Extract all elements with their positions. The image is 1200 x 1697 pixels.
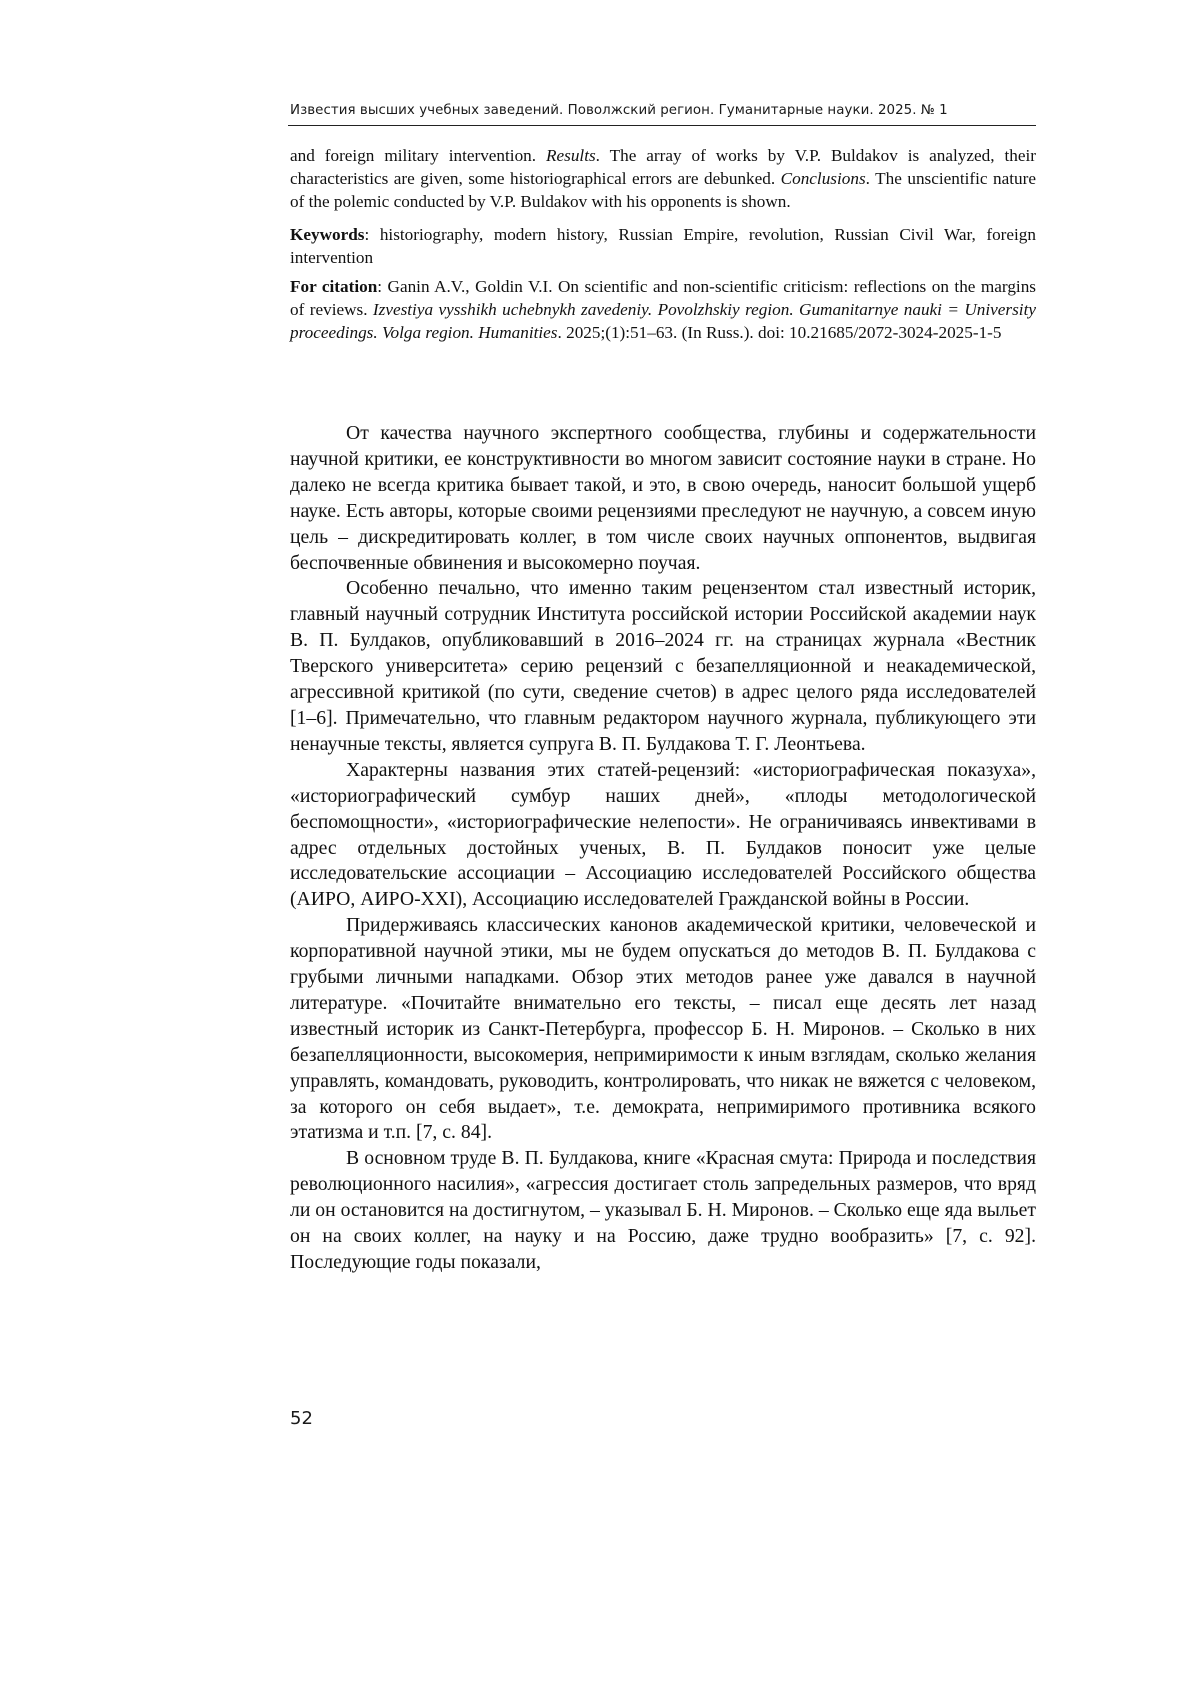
article-body [290,421,1036,1276]
body-paragraph-3: Характерны названия этих статей-рецензий: «историографическая показуха», «историографический сумбур наших дней», «плоды методологической беспомощности», «историографические нелепости». Не ограничиваясь инвективами в адрес отдельных достойных ученых, В. П. Булдаков поносит уже целые исследовательские ассоциации – Ассоциацию исследователей Российского общества (АИРО, АИРО-XXI), Ассоциацию исследователей Гражданской войны в России. [290,758,1036,911]
keywords-text: : historiography, modern history, Russian Empire, revolution, Russian Civil War, foreign intervention [290,224,1036,267]
abstract-text [290,144,1036,214]
abstract-block [290,144,1036,345]
citation-label: For citation [290,277,378,297]
citation-text: : Ganin A.V., Goldin V.I. On scientific and non-scientific criticism: reflections on the margins of reviews. [290,277,1036,320]
citation-journal: Izvestiya vysshikh uchebnykh zavedeniy. Povolzhskiy region. Gumanitarnye nauki = University proceedings. Volga region. Humanities [290,300,1036,343]
results-text: . The array of works by V.P. Buldakov is analyzed, their characteristics are given, some historiographical errors are debunked. [290,146,1036,189]
body-paragraph-5: В основном труде В. П. Булдакова, книге «Красная смута: Природа и последствия революционного насилия», «агрессия достигает столь запредельных размеров, что вряд ли он остановится на достигнутом, – указывал Б. Н. Миронов. – Сколько еще яда выльет он на своих коллег, на науку и на Россию, даже трудно вообразить» [7, с. 92]. Последующие годы показали, [290,1147,1036,1273]
page-number: 52 [290,1408,313,1429]
header-rule [288,125,1036,126]
citation-tail: . 2025;(1):51–63. (In Russ.). doi: 10.21685/2072-3024-2025-1-5 [557,323,1002,343]
running-header: Известия высших учебных заведений. Поволжский регион. Гуманитарные науки. 2025. № 1 [290,103,948,118]
results-label: Results [546,146,596,165]
body-paragraph-1: От качества научного экспертного сообщества, глубины и содержательности научной критики, ее конструктивности во многом зависит состояние науки в стране. Но далеко не всегда критика бывает такой, и это, в свою очередь, наносит большой ущерб науке. Есть авторы, которые своими рецензиями преследуют не научную, а совсем иную цель – дискредитировать коллег, в том числе своих научных оппонентов, выдвигая беспочвенные обвинения и высокомерно поучая. [290,422,1036,574]
conclusions-text: . The unscientific nature of the polemic conducted by V.P. Buldakov with his opponents is shown. [290,169,1036,212]
citation [290,275,1036,345]
body-paragraph-4: Придерживаясь классических канонов академической критики, человеческой и корпоративной научной этики, мы не будем опускаться до методов В. П. Булдакова с грубыми личными нападками. Обзор этих методов ранее уже давался в научной литературе. «Почитайте внимательно его тексты, – писал еще десять лет назад известный историк из Санкт-Петербурга, профессор Б. Н. Миронов. – Сколько в них безапелляционности, высокомерия, непримиримости к иным взглядам, сколько желания управлять, командовать, руководить, контролировать, что никак не вяжется с человеком, за которого он себя выдает», т.е. демократа, непримиримого противника всякого этатизма и т.п. [7, с. 84]. [290,914,1036,1144]
keywords-label: Keywords [290,224,365,244]
body-paragraph-2: Особенно печально, что именно таким рецензентом стал известный историк, главный научный сотрудник Института российской истории Российской академии наук В. П. Булдаков, опубликовавший в 2016–2024 гг. на страницах журнала «Вестник Тверского университета» серию рецензий с безапелляционной и неакадемической, агрессивной критикой (по сути, сведение счетов) в адрес целого ряда исследователей [1–6]. Примечательно, что главным редактором научного журнала, публикующего эти ненаучные тексты, является супруга В. П. Булдакова Т. Г. Леонтьева. [290,577,1036,755]
conclusions-label: Conclusions [780,169,866,189]
keywords [290,223,1036,269]
abstract-lead: and foreign military intervention. [290,146,547,165]
